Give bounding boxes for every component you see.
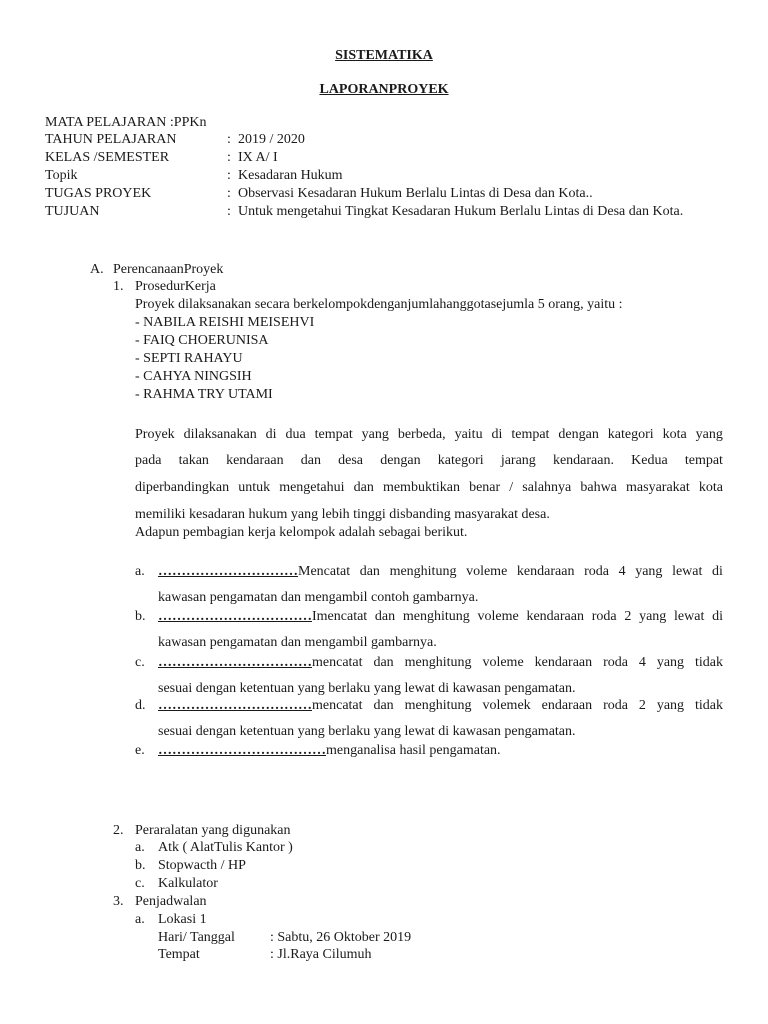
task-lead xyxy=(158,698,363,714)
paragraph-word: kategori xyxy=(437,453,484,468)
task-assignee-blank: …………………………… xyxy=(158,698,312,713)
task-word: Mencatat xyxy=(298,564,351,579)
task-word: menghitung xyxy=(404,698,472,713)
meta-kelas-label: KELAS /SEMESTER xyxy=(45,150,170,165)
meta-colon: : xyxy=(227,132,231,147)
meta-colon: : xyxy=(227,204,231,219)
task-word: di xyxy=(712,609,723,624)
task-word: Imencatat xyxy=(312,609,368,624)
tool-marker: c. xyxy=(135,876,145,891)
paragraph-word: untuk xyxy=(238,480,271,495)
member-item: - SEPTI RAHAYU xyxy=(135,351,243,366)
meta-kelas-value: IX A/ I xyxy=(238,150,278,165)
task-marker: a. xyxy=(135,564,145,579)
task-word: roda xyxy=(591,609,617,624)
jadwal-tempat-label: Tempat xyxy=(158,947,200,962)
task-word: menghitung xyxy=(402,609,470,624)
task-word: mencatat xyxy=(312,698,363,713)
task-word: kendaraan xyxy=(534,655,593,670)
task-word: 2 xyxy=(638,698,646,713)
tool-item: Atk ( AlatTulis Kantor ) xyxy=(158,840,293,855)
paragraph-word: bahwa xyxy=(580,480,617,495)
task-word: 4 xyxy=(618,564,626,579)
paragraph-word: / xyxy=(509,480,514,495)
paragraph-word: mengetahui xyxy=(279,480,345,495)
paragraph-word: diperbandingkan xyxy=(135,480,230,495)
task-assignee-blank: …………………………… xyxy=(158,609,312,624)
task-word: roda xyxy=(603,655,628,670)
item-1-marker: 1. xyxy=(113,279,124,294)
meta-tahun-value: 2019 / 2020 xyxy=(238,132,305,147)
task-word: volemek xyxy=(482,698,531,713)
paragraph-word: dengan xyxy=(558,427,599,442)
task-word: kendaraan xyxy=(516,564,575,579)
member-item: - NABILA REISHI MEISEHVI xyxy=(135,315,315,330)
task-word: dan xyxy=(374,609,396,624)
task-word: yang xyxy=(656,655,685,670)
task-word: yang xyxy=(656,698,685,713)
paragraph-word: dua xyxy=(285,427,306,442)
paragraph-word: jarang xyxy=(500,453,536,468)
paragraph-word: dengan xyxy=(380,453,421,468)
task-word: voleme xyxy=(466,564,508,579)
task-assignee-blank: ……………………………… xyxy=(158,743,326,758)
jadwal-hari-label: Hari/ Tanggal xyxy=(158,930,235,945)
item-1-title: ProsedurKerja xyxy=(135,279,216,294)
tool-marker: b. xyxy=(135,858,146,873)
task-word: roda xyxy=(584,564,609,579)
task-word: voleme xyxy=(477,609,519,624)
intro-text: Proyek dilaksanakan secara berkelompokdenganjumlahanggotasejumla 5 orang, yaitu : xyxy=(135,297,623,312)
lokasi-title: Lokasi 1 xyxy=(158,912,207,927)
paragraph-word: berbeda, xyxy=(397,427,446,442)
task-lead xyxy=(158,609,367,625)
task-line xyxy=(158,743,723,759)
item-2-title: Peraralatan yang digunakan xyxy=(135,823,291,838)
task-word: mencatat xyxy=(312,655,363,670)
title-laporan-proyek: LAPORANPROYEK xyxy=(319,82,449,97)
task-line xyxy=(158,609,723,625)
task-word: dan xyxy=(373,698,394,713)
paragraph-word: di xyxy=(491,427,503,442)
task-word: dan xyxy=(373,655,394,670)
task-word: yang xyxy=(635,564,663,579)
task-line xyxy=(158,698,723,714)
task-line-2: sesuai dengan ketentuan yang berlaku yang lewat di kawasan pengamatan. xyxy=(158,681,576,696)
meta-tugas-label: TUGAS PROYEK xyxy=(45,186,152,201)
section-a-title: PerencanaanProyek xyxy=(113,262,224,277)
paragraph-word: takan xyxy=(178,453,209,468)
task-line xyxy=(158,564,723,580)
jadwal-hari-value: : Sabtu, 26 Oktober 2019 xyxy=(270,930,412,945)
paragraph-word: membuktikan xyxy=(382,480,460,495)
paragraph-word: kota xyxy=(698,480,723,495)
meta-tahun-label: TAHUN PELAJARAN xyxy=(45,132,177,147)
task-assignee-blank: …………………………… xyxy=(158,655,312,670)
paragraph-word: Proyek xyxy=(135,427,175,442)
paragraph-word: benar xyxy=(469,480,501,495)
task-marker: c. xyxy=(135,655,145,670)
item-2-marker: 2. xyxy=(113,823,124,838)
task-word: roda xyxy=(603,698,628,713)
tool-item: Kalkulator xyxy=(158,876,218,891)
paragraph-line xyxy=(135,480,723,496)
task-word: menganalisa hasil pengamatan. xyxy=(326,743,501,758)
task-word: kendaraan xyxy=(526,609,584,624)
paragraph-line xyxy=(135,427,723,443)
paragraph-line: memiliki kesadaran hukum yang lebih tinggi disbanding masyarakat desa. xyxy=(135,507,550,522)
task-marker: d. xyxy=(135,698,146,713)
task-assignee-blank: ………………………… xyxy=(158,564,298,579)
paragraph-word: tempat xyxy=(684,453,723,468)
task-word: tidak xyxy=(695,698,723,713)
meta-colon: : xyxy=(227,186,231,201)
paragraph-word: masyarakat xyxy=(626,480,690,495)
item-3-marker: 3. xyxy=(113,894,124,909)
paragraph-word: yang xyxy=(695,427,723,442)
paragraph-word: di xyxy=(265,427,277,442)
task-word: endaraan xyxy=(541,698,593,713)
section-a-marker: A. xyxy=(90,262,104,277)
meta-tujuan-value: Untuk mengetahui Tingkat Kesadaran Hukum Berlalu Lintas di Desa dan Kota. xyxy=(238,204,684,219)
paragraph-word: dan xyxy=(300,453,321,468)
paragraph-word: tempat xyxy=(511,427,550,442)
item-3-title: Penjadwalan xyxy=(135,894,207,909)
task-line xyxy=(158,655,723,671)
paragraph-word: kendaraan. xyxy=(552,453,614,468)
task-word: dan xyxy=(359,564,380,579)
tool-item: Stopwacth / HP xyxy=(158,858,246,873)
paragraph-word: desa xyxy=(338,453,364,468)
paragraph-word: Kedua xyxy=(631,453,668,468)
task-lead xyxy=(158,655,363,671)
meta-colon: : xyxy=(227,150,231,165)
paragraph-word: pada xyxy=(135,453,162,468)
tool-marker: a. xyxy=(135,840,145,855)
meta-tujuan-label: TUJUAN xyxy=(45,204,100,219)
paragraph-line xyxy=(135,453,723,469)
paragraph-word: yang xyxy=(361,427,389,442)
task-lead xyxy=(158,743,501,759)
jadwal-tempat-value: : Jl.Raya Cilumuh xyxy=(270,947,372,962)
title-sistematika: SISTEMATIKA xyxy=(335,48,433,63)
member-item: - CAHYA NINGSIH xyxy=(135,369,252,384)
task-word: di xyxy=(712,564,723,579)
paragraph-word: salahnya xyxy=(522,480,572,495)
task-word: tidak xyxy=(695,655,723,670)
meta-mata-pelajaran: MATA PELAJARAN :PPKn xyxy=(45,115,207,130)
task-word: menghitung xyxy=(404,655,472,670)
task-line-2: kawasan pengamatan dan mengambil gambarnya. xyxy=(158,635,437,650)
paragraph-word: dilaksanakan xyxy=(183,427,257,442)
meta-tugas-value: Observasi Kesadaran Hukum Berlalu Lintas di Desa dan Kota.. xyxy=(238,186,593,201)
member-item: - RAHMA TRY UTAMI xyxy=(135,387,273,402)
task-marker: b. xyxy=(135,609,146,624)
meta-colon: : xyxy=(227,168,231,183)
task-word: 2 xyxy=(624,609,632,624)
task-line-2: sesuai dengan ketentuan yang berlaku yang lewat di kawasan pengamatan. xyxy=(158,724,576,739)
paragraph-word: tempat xyxy=(314,427,353,442)
task-word: yang xyxy=(639,609,667,624)
meta-topik-label: Topik xyxy=(45,168,78,183)
task-word: lewat xyxy=(672,564,703,579)
meta-topik-value: Kesadaran Hukum xyxy=(238,168,343,183)
paragraph-word: kategori xyxy=(607,427,654,442)
paragraph-line: Adapun pembagian kerja kelompok adalah sebagai berikut. xyxy=(135,525,468,540)
lokasi-marker: a. xyxy=(135,912,145,927)
paragraph-word: kota xyxy=(662,427,687,442)
task-word: menghitung xyxy=(389,564,457,579)
task-word: lewat xyxy=(674,609,705,624)
task-line-2: kawasan pengamatan dan mengambil contoh gambarnya. xyxy=(158,590,479,605)
task-word: voleme xyxy=(482,655,524,670)
task-marker: e. xyxy=(135,743,145,758)
paragraph-word: dan xyxy=(353,480,374,495)
paragraph-word: kendaraan xyxy=(226,453,284,468)
task-lead xyxy=(158,564,350,580)
paragraph-word: yaitu xyxy=(454,427,483,442)
task-word: 4 xyxy=(638,655,646,670)
member-item: - FAIQ CHOERUNISA xyxy=(135,333,269,348)
